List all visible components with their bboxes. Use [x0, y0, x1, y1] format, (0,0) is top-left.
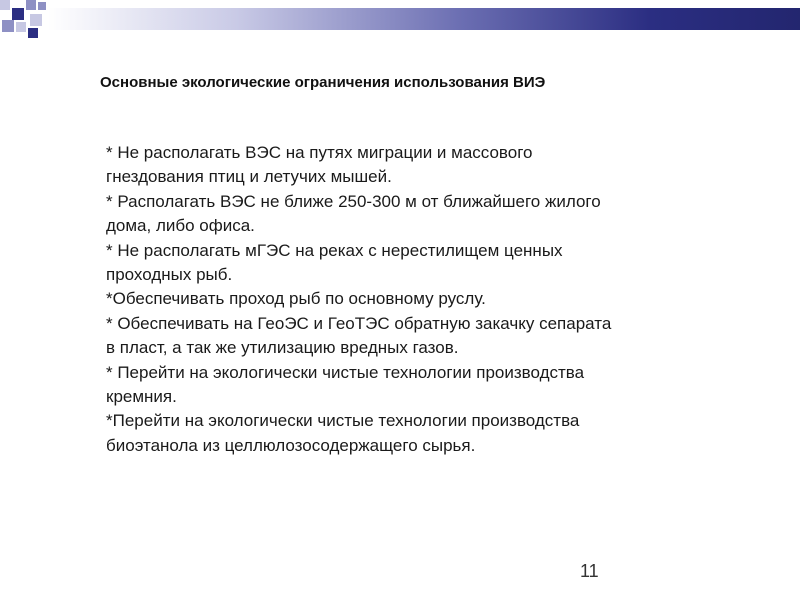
page-number: 11 — [580, 561, 599, 581]
body-line: * Перейти на экологически чистые технологии производства — [106, 362, 585, 382]
body-line: в пласт, а так же утилизацию вредных газов. — [106, 338, 459, 358]
body-line: * Не располагать ВЭС на путях миграции и массового — [106, 143, 533, 162]
body-line: * Обеспечивать на ГеоЭС и ГеоТЭС обратную закачку сепарата — [106, 313, 612, 333]
body-line: проходных рыб. — [106, 265, 233, 285]
decor-square — [2, 20, 14, 32]
body-line: *Перейти на экологически чистые технологии производства — [106, 411, 580, 431]
body-line: биоэтанола из целлюлозосодержащего сырья. — [106, 435, 476, 455]
slide-title: Основные экологические ограничения использования ВИЭ — [100, 74, 546, 91]
header-gradient-band — [48, 8, 800, 30]
header-decoration — [0, 0, 800, 38]
body-line: * Располагать ВЭС не ближе 250-300 м от ближайшего жилого — [106, 191, 601, 211]
body-line: гнездования птиц и летучих мышей. — [106, 167, 392, 187]
decor-square — [38, 2, 46, 10]
body-line: * Не располагать мГЭС на реках с нерестилищем ценных — [106, 240, 563, 260]
body-line: дома, либо офиса. — [106, 216, 255, 236]
slide-body — [106, 141, 726, 458]
decor-square — [12, 8, 24, 20]
decor-square — [26, 0, 36, 10]
decor-square — [30, 14, 42, 26]
body-line: кремния. — [106, 387, 177, 407]
decor-square — [0, 0, 10, 10]
decor-square — [16, 22, 26, 32]
body-line: *Обеспечивать проход рыб по основному руслу. — [106, 289, 486, 309]
decor-square — [28, 28, 38, 38]
